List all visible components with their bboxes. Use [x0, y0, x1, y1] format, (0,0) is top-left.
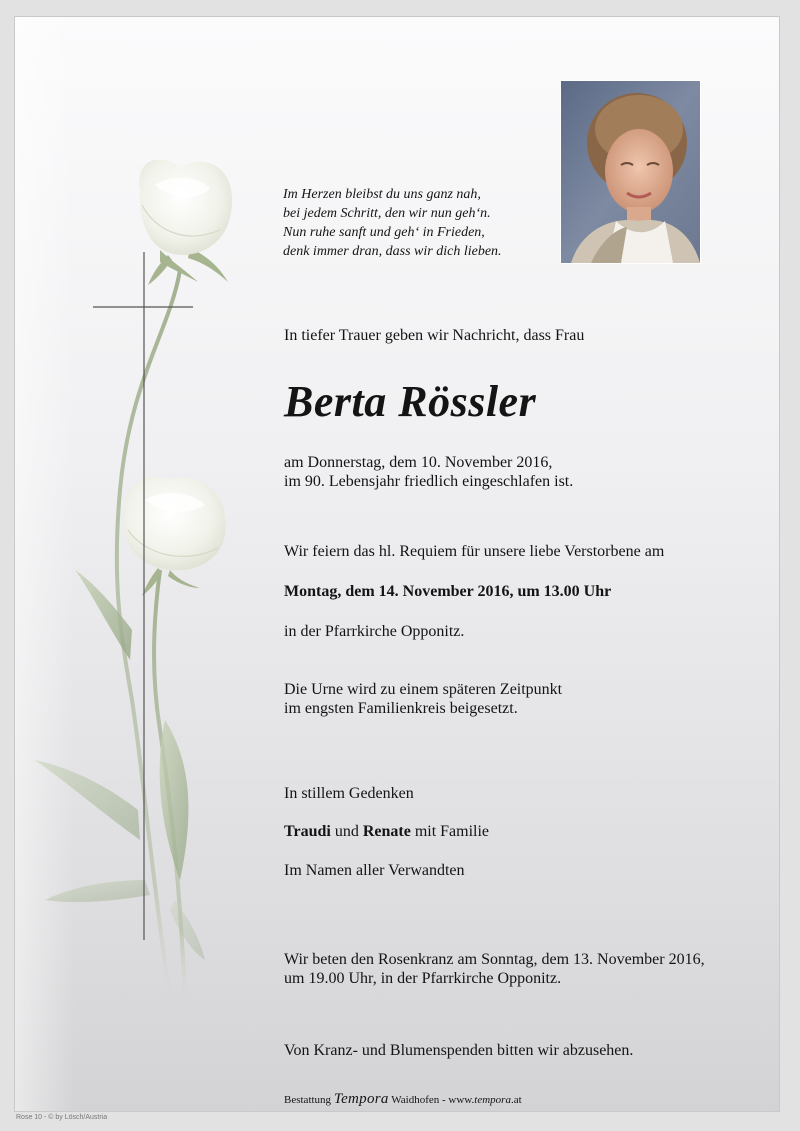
urn-line-2: im engsten Familienkreis beigesetzt.	[284, 700, 518, 717]
poem-line: Nun ruhe sanft und geh‘ in Frieden,	[283, 225, 485, 240]
footer-web-suffix: .at	[510, 1094, 522, 1106]
poem-line: Im Herzen bleibst du uns ganz nah,	[283, 187, 481, 202]
portrait-photo	[560, 80, 701, 264]
intro-text: In tiefer Trauer geben wir Nachricht, dass Frau	[284, 327, 585, 344]
rose-bloom-upper	[139, 160, 232, 255]
mourner-suffix: mit Familie	[410, 823, 490, 840]
rosary-line-1: Wir beten den Rosenkranz am Sonntag, dem 13. November 2016,	[284, 951, 705, 968]
requiem-datetime: Montag, dem 14. November 2016, um 13.00 Uhr	[284, 583, 612, 600]
relatives-line: Im Namen aller Verwandten	[284, 862, 465, 879]
funeral-home-footer	[284, 1091, 522, 1108]
rose-leaf	[35, 760, 140, 840]
footer-web-brand: tempora	[474, 1094, 511, 1106]
mourners-heading: In stillem Gedenken	[284, 785, 414, 802]
rose-leaf	[75, 570, 132, 660]
rose-leaf	[170, 900, 205, 960]
death-date-line: am Donnerstag, dem 10. November 2016,	[284, 454, 553, 471]
memorial-poem	[283, 185, 502, 261]
mourner-connector: und	[330, 823, 363, 840]
mourner-name: Renate	[362, 823, 411, 840]
poem-line: denk immer dran, dass wir dich lieben.	[283, 244, 502, 259]
tempora-logo: Tempora	[333, 1091, 389, 1107]
deceased-name: Berta Rössler	[284, 377, 537, 426]
footer-city: Waidhofen -	[388, 1094, 449, 1106]
portrait-image	[561, 81, 700, 263]
footer-prefix: Bestattung	[284, 1094, 334, 1106]
rosary-line-2: um 19.00 Uhr, in der Pfarrkirche Opponitz.	[284, 970, 562, 987]
flowers-note: Von Kranz- und Blumenspenden bitten wir abzusehen.	[284, 1042, 634, 1059]
mourner-name: Traudi	[284, 823, 331, 840]
rose-bloom-lower	[124, 477, 225, 596]
requiem-intro: Wir feiern das hl. Requiem für unsere liebe Verstorbene am	[284, 543, 665, 560]
rose-cross-illustration	[20, 160, 260, 1020]
urn-line-1: Die Urne wird zu einem späteren Zeitpunkt	[284, 681, 563, 698]
poem-line: bei jedem Schritt, den wir nun geh‘n.	[283, 206, 491, 221]
rose-leaf	[45, 880, 150, 902]
image-credit: Rose 10 - © by Lösch/Austria	[16, 1114, 108, 1121]
rose-leaf	[160, 720, 189, 880]
footer-web-prefix: www.	[448, 1094, 475, 1106]
requiem-place: in der Pfarrkirche Opponitz.	[284, 623, 465, 640]
mourners-names	[284, 822, 489, 841]
death-age-line: im 90. Lebensjahr friedlich eingeschlafen ist.	[284, 473, 574, 490]
